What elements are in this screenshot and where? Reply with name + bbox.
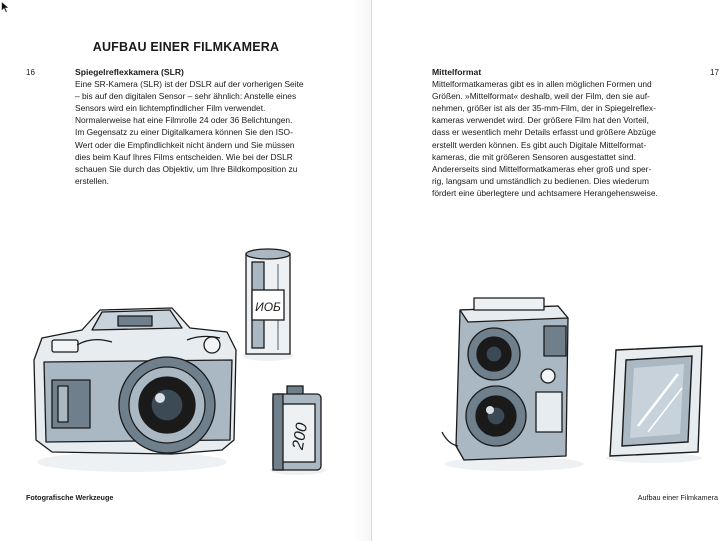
slr-body-text: Eine SR-Kamera (SLR) ist der DSLR auf der vorherigen Seite – bis auf den digitalen Sensor – sehr ähnlich: Anstelle eines Sensors wird ein lichtempfindlicher Film verwendet. Normalerweise hat eine Filmrolle 24 oder 36 Belichtungen. Im Gegensatz zu einer Digitalkamera können Sie den ISO- Wert oder die Empfindlichkeit nicht ändern und Sie müssen dies beim Kauf Ihres Films entscheiden. Wie bei der DSLR schauen Sie durch das Objektiv, um Ihre Bildkomposition zu erstellen.: [75, 79, 304, 186]
page-number-right: 17: [710, 68, 719, 77]
page-number-left: 16: [26, 68, 35, 77]
sheet-film-illustration: [598, 340, 710, 466]
slr-section: [75, 66, 325, 187]
footer-right: Aufbau einer Filmkamera: [637, 493, 718, 502]
slr-camera-illustration: [22, 290, 262, 480]
slr-heading: Spiegelreflexkamera (SLR): [75, 67, 184, 77]
film-roll-label: ИОБ: [255, 300, 281, 314]
film-canister-label: 200: [289, 421, 312, 451]
medium-format-camera-illustration: [438, 296, 590, 472]
medium-format-body-text: Mittelformatkameras gibt es in allen möglichen Formen und Größen. »Mittelformat« deshalb, weil der Film, den sie auf- nehmen, größer ist als der 35-mm-Film, der in Spiegelreflex- kameras verwendet wird. Der größere Film hat den Vorteil, dass er wesentlich mehr Details erfasst und größere Abzüge erstellt werden können. Es gibt auch Digitale Mittelformat- kameras, die mit größeren Sensoren ausgestattet sind. Andererseits sind Mittelformatkameras eher groß und sper- rig, langsam und umständlich zu bedienen. Dies wiederum fördert eine überlegtere und achtsamere Herangehensweise.: [432, 79, 658, 198]
film-canister-illustration: [265, 384, 331, 476]
film-roll-illustration: [238, 246, 298, 362]
spread-title: AUFBAU EINER FILMKAMERA: [92, 40, 280, 54]
footer-left: Fotografische Werkzeuge: [26, 493, 114, 502]
medium-format-section: [432, 66, 679, 199]
medium-format-heading: Mittelformat: [432, 67, 482, 77]
